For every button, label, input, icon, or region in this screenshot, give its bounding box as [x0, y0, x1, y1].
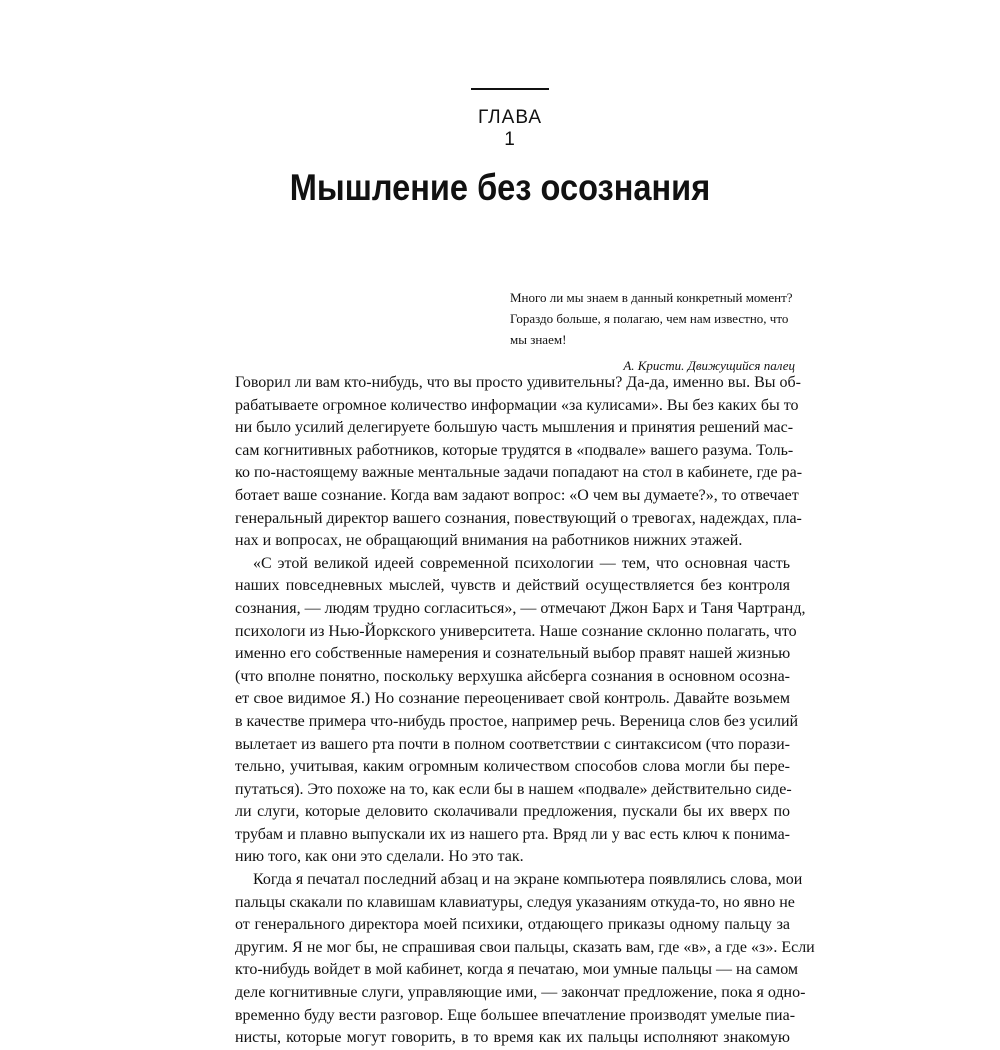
epigraph: [510, 287, 795, 376]
text-line: Когда я печатал последний абзац и на экране компьютера появлялись слова, мои: [253, 871, 803, 889]
text-line: деле когнитивные слуги, управляющие ими, — закончат предложение, пока я одно-: [235, 984, 806, 1002]
text-line: «С этой великой идеей современной психологии — тем, что основная часть: [253, 554, 790, 572]
text-line: ни было усилий делегируете большую часть мышления и принятия решений мас-: [235, 419, 794, 437]
text-line: Говорил ли вам кто-нибудь, что вы просто удивительны? Да-да, именно вы. Вы об-: [235, 374, 801, 391]
paragraph: [235, 372, 803, 553]
text-line: вылетает из вашего рта почти в полном соответствии с синтаксисом (что порази-: [235, 735, 790, 753]
text-line: сам когнитивных работников, которые трудятся в «подвале» вашего разума. Толь-: [235, 441, 794, 459]
text-line: нах и вопросах, не обращающий внимания на работников нижних этажей.: [235, 532, 743, 550]
paragraph: [235, 553, 806, 869]
text-line: ботает ваше сознание. Когда вам задают вопрос: «О чем вы думаете?», то отвечает: [235, 486, 799, 504]
text-line: именно его собственные намерения и сознательный выбор правят нашей жизнью: [235, 645, 791, 663]
text-line: нию того, как они это сделали. Но это так.: [235, 848, 524, 866]
body-text: [235, 372, 815, 1050]
text-line: нисты, которые могут говорить, в то время как их пальцы исполняют знакомую: [235, 1029, 790, 1047]
epigraph-source: А. Кристи. Движущийся палец: [623, 358, 795, 373]
epigraph-line: Гораздо больше, я полагаю, чем нам известно, что: [510, 311, 789, 326]
text-line: сознания, — людям трудно согласиться», — отмечают Джон Барх и Таня Чартранд,: [235, 599, 806, 617]
epigraph-line: Много ли мы знаем в данный конкретный момент?: [510, 290, 793, 305]
text-line: ли слуги, которые деловито сколачивали предложения, пускали бы их вверх по: [235, 803, 790, 821]
text-line: временно буду вести разговор. Еще большее впечатление производят умелые пиа-: [235, 1006, 796, 1024]
text-line: трубам и плавно выпускали их из нашего рта. Вряд ли у вас есть ключ к понима-: [235, 825, 790, 843]
text-line: от генерального директора моей психики, отдающего приказы одному пальцу за: [235, 916, 790, 934]
text-line: психологи из Нью-Йоркского университета. Наше сознание склонно полагать, что: [235, 622, 797, 640]
text-line: кто-нибудь войдет в мой кабинет, когда я печатаю, мои умные пальцы — на самом: [235, 961, 799, 979]
text-line: в качестве примера что-нибудь простое, например речь. Вереница слов без усилий: [235, 712, 799, 730]
paragraph: [235, 869, 815, 1050]
text-line: пальцы скакали по клавишам клавиатуры, следуя указаниям откуда-то, но явно не: [235, 893, 795, 911]
text-line: путаться). Это похоже на то, как если бы в нашем «подвале» действительно сиде-: [235, 780, 792, 798]
text-line: ко по-настоящему важные ментальные задачи попадают на стол в кабинете, где ра-: [235, 464, 803, 482]
epigraph-quote: [510, 287, 795, 350]
text-line: другим. Я не мог бы, не спрашивая свои пальцы, сказать вам, где «в», а где «з». Если: [235, 938, 815, 956]
text-line: ет свое видимое Я.) Но сознание переоценивает свой контроль. Давайте возьмем: [235, 690, 790, 708]
chapter-label: ГЛАВА 1: [471, 88, 549, 151]
text-line: генеральный директор вашего сознания, повествующий о тревогах, надеждах, пла-: [235, 509, 802, 527]
text-line: тельно, учитывая, каким огромным количеством способов слова могли бы пере-: [235, 758, 790, 776]
text-line: (что вполне понятно, поскольку верхушка айсберга сознания в основном осозна-: [235, 667, 790, 685]
text-line: наших повседневных мыслей, чувств и действий осуществляется без контроля: [235, 577, 790, 595]
text-line: рабатываете огромное количество информации «за кулисами». Вы без каких бы то: [235, 396, 799, 414]
chapter-title: Мышление без осознания: [289, 167, 711, 208]
epigraph-line: мы знаем!: [510, 332, 567, 347]
